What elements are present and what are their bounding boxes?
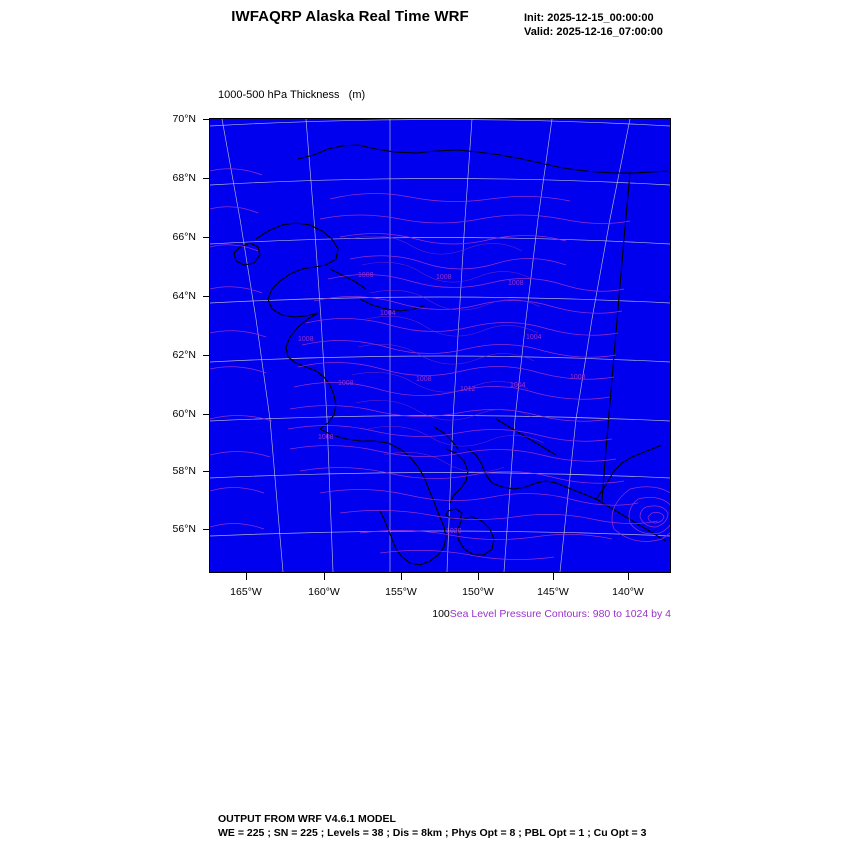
svg-text:1008: 1008: [358, 272, 374, 279]
x-tick-label: 165°W: [230, 586, 262, 598]
x-tick-mark: [401, 573, 402, 580]
map-plot-area[interactable]: [209, 118, 671, 573]
valid-time: Valid: 2025-12-16_07:00:00: [524, 26, 663, 38]
y-tick-label: 62°N: [172, 349, 196, 361]
model-footer: [218, 812, 646, 840]
init-valid-block: [524, 11, 663, 39]
y-tick-label: 68°N: [172, 172, 196, 184]
map-background: [210, 119, 670, 572]
x-tick-label: 160°W: [308, 586, 340, 598]
svg-text:1008: 1008: [570, 374, 586, 381]
x-tick-mark: [628, 573, 629, 580]
page-title: IWFAQRP Alaska Real Time WRF: [231, 8, 469, 25]
y-tick-label: 66°N: [172, 231, 196, 243]
y-tick-label: 58°N: [172, 465, 196, 477]
x-tick-mark: [324, 573, 325, 580]
y-tick-label: 64°N: [172, 290, 196, 302]
svg-text:1004: 1004: [380, 310, 396, 317]
x-tick-label: 155°W: [385, 586, 417, 598]
model-version-line: OUTPUT FROM WRF V4.6.1 MODEL: [218, 813, 396, 825]
svg-text:1004: 1004: [526, 334, 542, 341]
x-tick-mark: [478, 573, 479, 580]
x-tick-mark: [553, 573, 554, 580]
map-svg: [210, 119, 670, 572]
init-time: Init: 2025-12-15_00:00:00: [524, 12, 654, 24]
svg-text:1008: 1008: [338, 380, 354, 387]
svg-text:1008: 1008: [298, 336, 314, 343]
svg-text:1008: 1008: [436, 274, 452, 281]
y-tick-label: 60°N: [172, 408, 196, 420]
x-tick-label: 150°W: [462, 586, 494, 598]
model-config-line: WE = 225 ; SN = 225 ; Levels = 38 ; Dis = 8km ; Phys Opt = 8 ; PBL Opt = 1 ; Cu Opt = 3: [218, 827, 647, 839]
svg-text:1008: 1008: [508, 280, 524, 287]
svg-text:1008: 1008: [318, 434, 334, 441]
svg-text:1020: 1020: [446, 528, 462, 535]
caption-text: Sea Level Pressure Contours: 980 to 1024 by 4: [449, 608, 671, 620]
svg-text:1008: 1008: [416, 376, 432, 383]
x-tick-label: 145°W: [537, 586, 569, 598]
y-tick-label: 70°N: [172, 113, 196, 125]
svg-text:1004: 1004: [510, 382, 526, 389]
x-tick-label: 140°W: [612, 586, 644, 598]
caption-lead: 100: [432, 608, 450, 620]
field-list-item: 1000-500 hPa Thickness (m): [218, 89, 366, 101]
x-tick-mark: [246, 573, 247, 580]
svg-text:1012: 1012: [460, 386, 476, 393]
y-tick-label: 56°N: [172, 523, 196, 535]
contour-caption: [209, 608, 671, 620]
